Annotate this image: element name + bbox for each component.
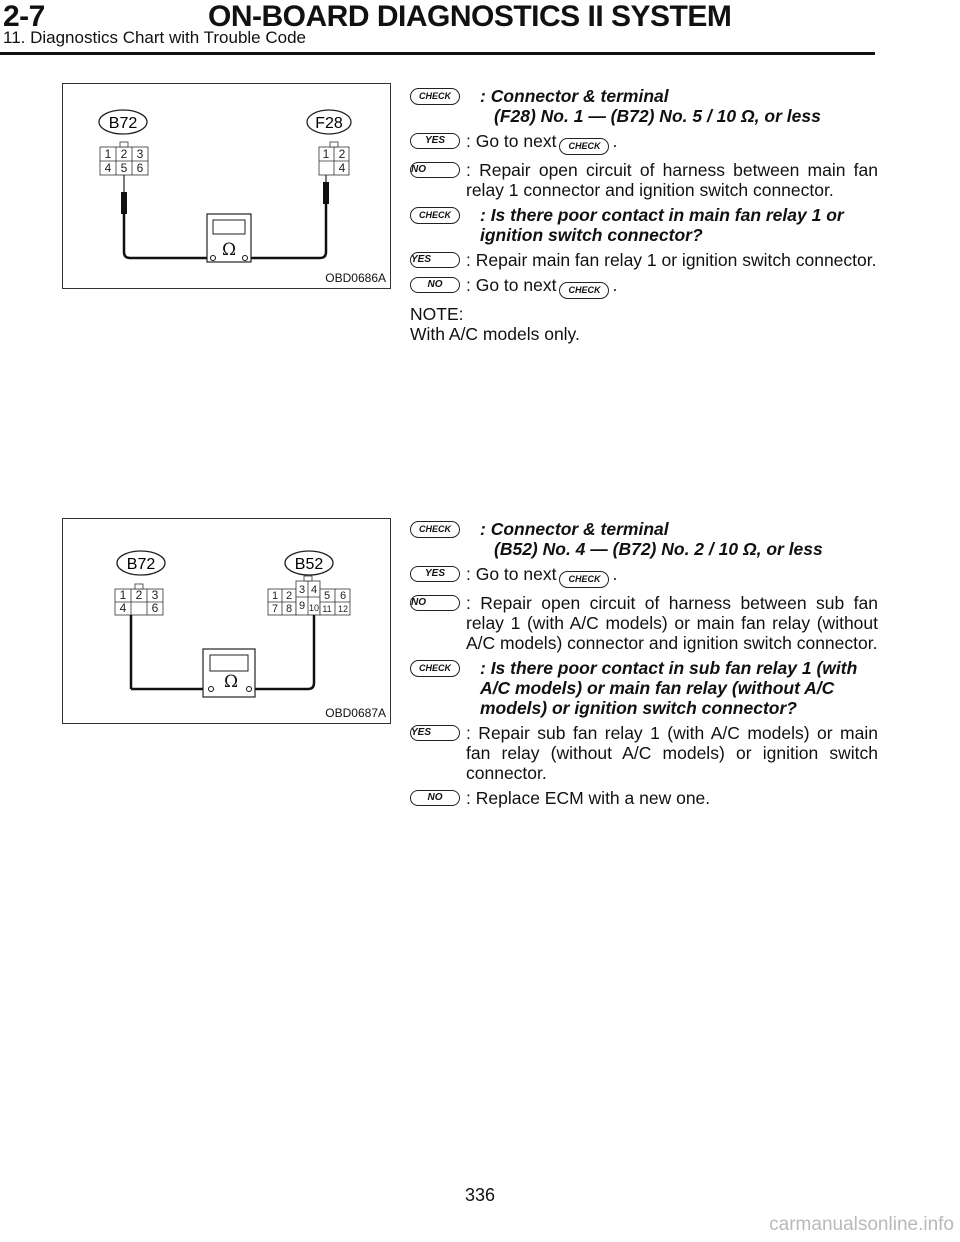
figure-obd0687a <box>62 518 391 724</box>
page-number: 336 <box>464 1185 496 1205</box>
check-text: : Connector & terminal <box>480 519 669 539</box>
yes-icon: YES <box>410 566 460 582</box>
check-icon: CHECK <box>559 138 609 155</box>
check-text: (B52) No. 4 — (B72) No. 2 / 10 Ω, or less <box>494 539 823 559</box>
watermark: carmanualsonline.info <box>769 1214 954 1235</box>
no-text: : Repair open circuit of harness between main fan relay 1 connector and ignition switch connector. <box>466 160 878 200</box>
pin-label: 1 <box>322 147 330 161</box>
check-step <box>410 519 878 559</box>
yes-text: : Go to next <box>466 131 557 151</box>
connector-label-b72: B72 <box>126 556 156 573</box>
pin-label: 5 <box>120 161 128 175</box>
yes-icon: YES <box>410 725 460 741</box>
connector-label-b72: B72 <box>108 115 138 132</box>
yes-step <box>410 131 878 155</box>
no-text: : Go to next <box>466 275 557 295</box>
pin-label: 3 <box>151 588 159 602</box>
connector-label-f28: F28 <box>315 115 343 132</box>
pin-label: 4 <box>119 601 127 615</box>
page-subtitle: 11. Diagnostics Chart with Trouble Code <box>3 28 307 47</box>
section-code: 2-7 <box>3 0 45 33</box>
pin-label: 11 <box>322 604 332 614</box>
diagnostic-block-1 <box>410 86 878 344</box>
diagnostic-block-2 <box>410 519 878 813</box>
check-icon: CHECK <box>410 88 460 105</box>
pin-label: 4 <box>310 584 318 596</box>
no-step <box>410 275 878 299</box>
pin-label: 9 <box>298 600 306 612</box>
yes-text: : Repair main fan relay 1 or ignition switch connector. <box>466 250 877 270</box>
pin-label: 4 <box>104 161 112 175</box>
check-step <box>410 205 878 245</box>
no-icon: NO <box>410 277 460 293</box>
no-step <box>410 593 878 653</box>
yes-text: : Repair sub fan relay 1 (with A/C models) or main fan relay (without A/C models) or ignition switch connector. <box>466 723 878 783</box>
ohm-symbol: Ω <box>221 240 237 260</box>
punctuation: . <box>612 131 618 151</box>
connector-label-b52: B52 <box>294 556 324 573</box>
check-step <box>410 86 878 126</box>
pin-label: 2 <box>135 588 143 602</box>
ohm-symbol: Ω <box>223 672 239 692</box>
no-icon: NO <box>410 595 460 611</box>
check-text: : Connector & terminal <box>480 86 669 106</box>
yes-step <box>410 723 878 783</box>
pin-label: 3 <box>136 147 144 161</box>
check-icon: CHECK <box>559 571 609 588</box>
pin-label: 10 <box>308 603 320 613</box>
pin-label: 6 <box>339 590 347 602</box>
figure-caption: OBD0686A <box>325 271 386 285</box>
yes-step <box>410 564 878 588</box>
pin-label: 3 <box>298 584 306 596</box>
yes-icon: YES <box>410 133 460 149</box>
figure-obd0686a <box>62 83 391 289</box>
check-icon: CHECK <box>410 660 460 677</box>
yes-icon: YES <box>410 252 460 268</box>
check-step <box>410 658 878 718</box>
page-title: ON-BOARD DIAGNOSTICS II SYSTEM <box>208 0 732 33</box>
punctuation: . <box>612 275 618 295</box>
note-label: NOTE: <box>410 304 464 324</box>
wiring-diagram-2 <box>63 519 390 723</box>
check-icon: CHECK <box>410 521 460 538</box>
yes-step <box>410 250 878 270</box>
check-icon: CHECK <box>559 282 609 299</box>
pin-label: 12 <box>337 604 349 614</box>
pin-label: 8 <box>285 603 293 615</box>
pin-label: 2 <box>120 147 128 161</box>
pin-label: 2 <box>285 590 293 602</box>
check-icon: CHECK <box>410 207 460 224</box>
punctuation: . <box>612 564 618 584</box>
yes-text: : Go to next <box>466 564 557 584</box>
pin-label: 1 <box>119 588 127 602</box>
wiring-diagram-1 <box>63 84 390 288</box>
pin-label: 6 <box>136 161 144 175</box>
pin-label: 4 <box>338 161 346 175</box>
check-text: : Is there poor contact in sub fan relay 1 (with A/C models) or main fan relay (without A/C models) or ignition switch connector? <box>480 658 858 718</box>
no-step <box>410 788 878 808</box>
header-rule <box>0 52 875 55</box>
pin-label: 1 <box>271 590 279 602</box>
pin-label: 7 <box>271 603 279 615</box>
pin-label: 1 <box>104 147 112 161</box>
no-text: : Repair open circuit of harness between sub fan relay 1 (with A/C models) or main fan relay (without A/C models) connector and ignition switch connector. <box>466 593 878 653</box>
check-text: : Is there poor contact in main fan relay 1 or ignition switch connector? <box>480 205 844 245</box>
note-text: With A/C models only. <box>410 324 580 344</box>
pin-label: 5 <box>323 590 331 602</box>
figure-caption: OBD0687A <box>325 706 386 720</box>
no-text: : Replace ECM with a new one. <box>466 788 711 808</box>
pin-label: 2 <box>338 147 346 161</box>
no-step <box>410 160 878 200</box>
pin-label: 6 <box>151 601 159 615</box>
no-icon: NO <box>410 790 460 806</box>
check-text: (F28) No. 1 — (B72) No. 5 / 10 Ω, or less <box>494 106 821 126</box>
no-icon: NO <box>410 162 460 178</box>
